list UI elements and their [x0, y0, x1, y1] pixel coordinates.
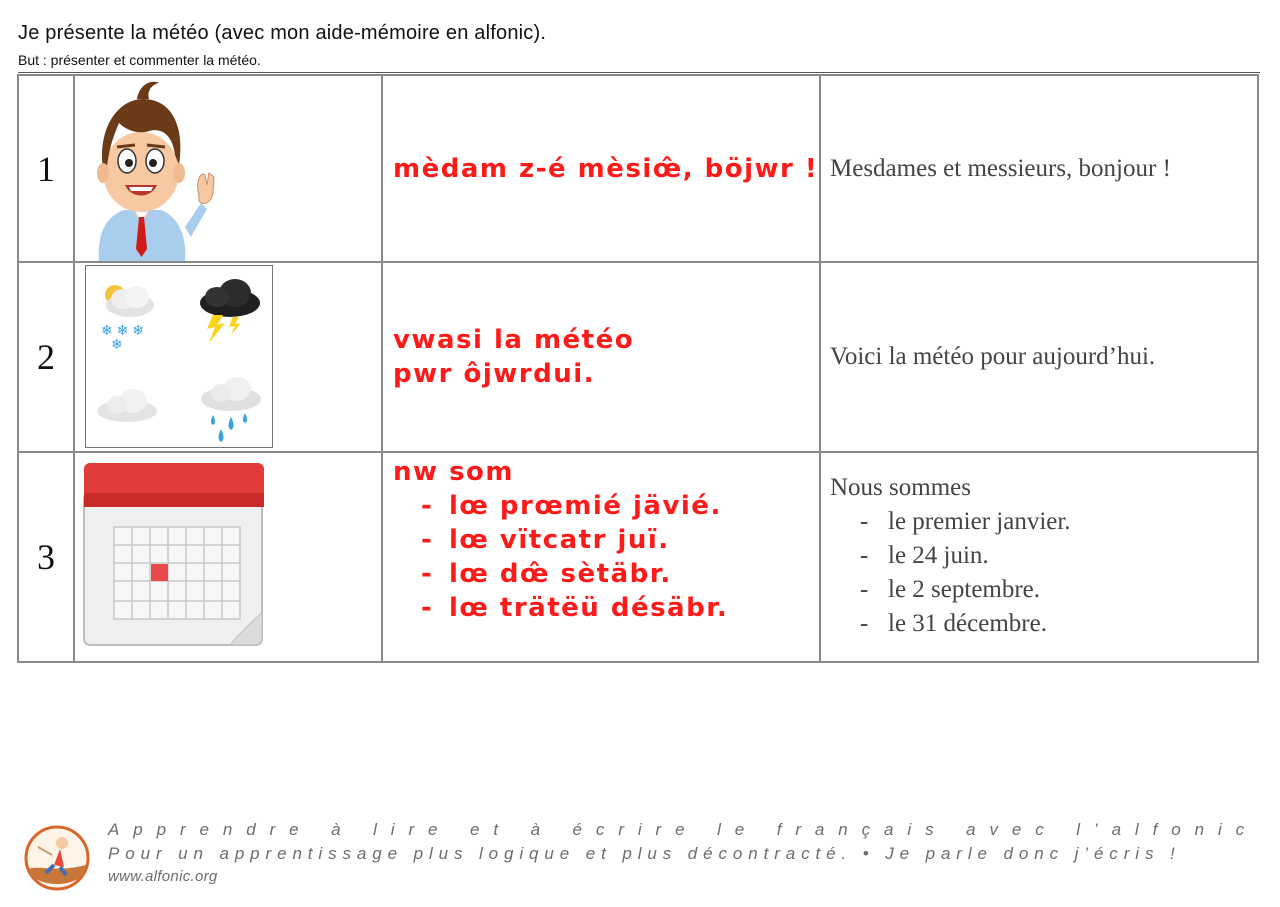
alfonic-date-list: [393, 489, 819, 625]
table-row: [18, 262, 1258, 452]
header-divider: [18, 72, 1260, 73]
alfonic-text: [382, 262, 820, 452]
alfonic-text: [382, 452, 820, 662]
svg-text:❄: ❄: [111, 336, 123, 352]
list-item: - le premier janvier.: [830, 505, 1257, 539]
row-number: 3: [18, 452, 74, 662]
weather-icons-grid: [85, 265, 275, 450]
page-title: Je présente la météo (avec mon aide-mémoire en alfonic).: [18, 22, 547, 44]
image-cell: [74, 452, 382, 662]
page-subtitle: But : présenter et commenter la météo.: [18, 52, 261, 68]
alfonic-text: mèdam z-é mèsiœ̂, böjwr !: [382, 75, 820, 262]
alfonic-line: nw som: [393, 457, 515, 487]
alfonic-line: vwasi la météo: [393, 325, 635, 355]
waving-man-icon: [79, 77, 219, 261]
list-item: - lœ prœmié jävié.: [393, 489, 819, 523]
row-number: 1: [18, 75, 74, 262]
image-cell: [74, 75, 382, 262]
svg-text:❄ ❄ ❄: ❄ ❄ ❄: [101, 322, 144, 338]
french-text: [820, 452, 1258, 662]
list-item: - le 24 juin.: [830, 539, 1257, 573]
alfonic-line: pwr ôjwrdui.: [393, 359, 596, 389]
french-line: Nous sommes: [830, 474, 971, 501]
image-cell: [74, 262, 382, 452]
footer-motto: Pour un apprentissage plus logique et plus décontracté. • Je parle donc j’écris !: [108, 844, 1181, 863]
list-item: - le 2 septembre.: [830, 573, 1257, 607]
row-number: 2: [18, 262, 74, 452]
french-date-list: [830, 505, 1257, 641]
list-item: - lœ trätëü désäbr.: [393, 591, 819, 625]
french-text: Voici la météo pour aujourd’hui.: [820, 262, 1258, 452]
french-text: Mesdames et messieurs, bonjour !: [820, 75, 1258, 262]
footer-url[interactable]: www.alfonic.org: [108, 868, 218, 885]
list-item: - le 31 décembre.: [830, 607, 1257, 641]
list-item: - lœ vïtcatr juï.: [393, 523, 819, 557]
footer-tagline: Apprendre à lire et à écrire le français avec l’alfonic: [108, 820, 1259, 839]
list-item: - lœ dœ̂ sètäbr.: [393, 557, 819, 591]
calendar-icon: [80, 463, 270, 653]
lesson-table: [17, 74, 1259, 663]
table-row: [18, 452, 1258, 662]
footer: [108, 818, 1260, 888]
table-row: [18, 75, 1258, 262]
alfonic-logo-icon: [24, 825, 90, 891]
